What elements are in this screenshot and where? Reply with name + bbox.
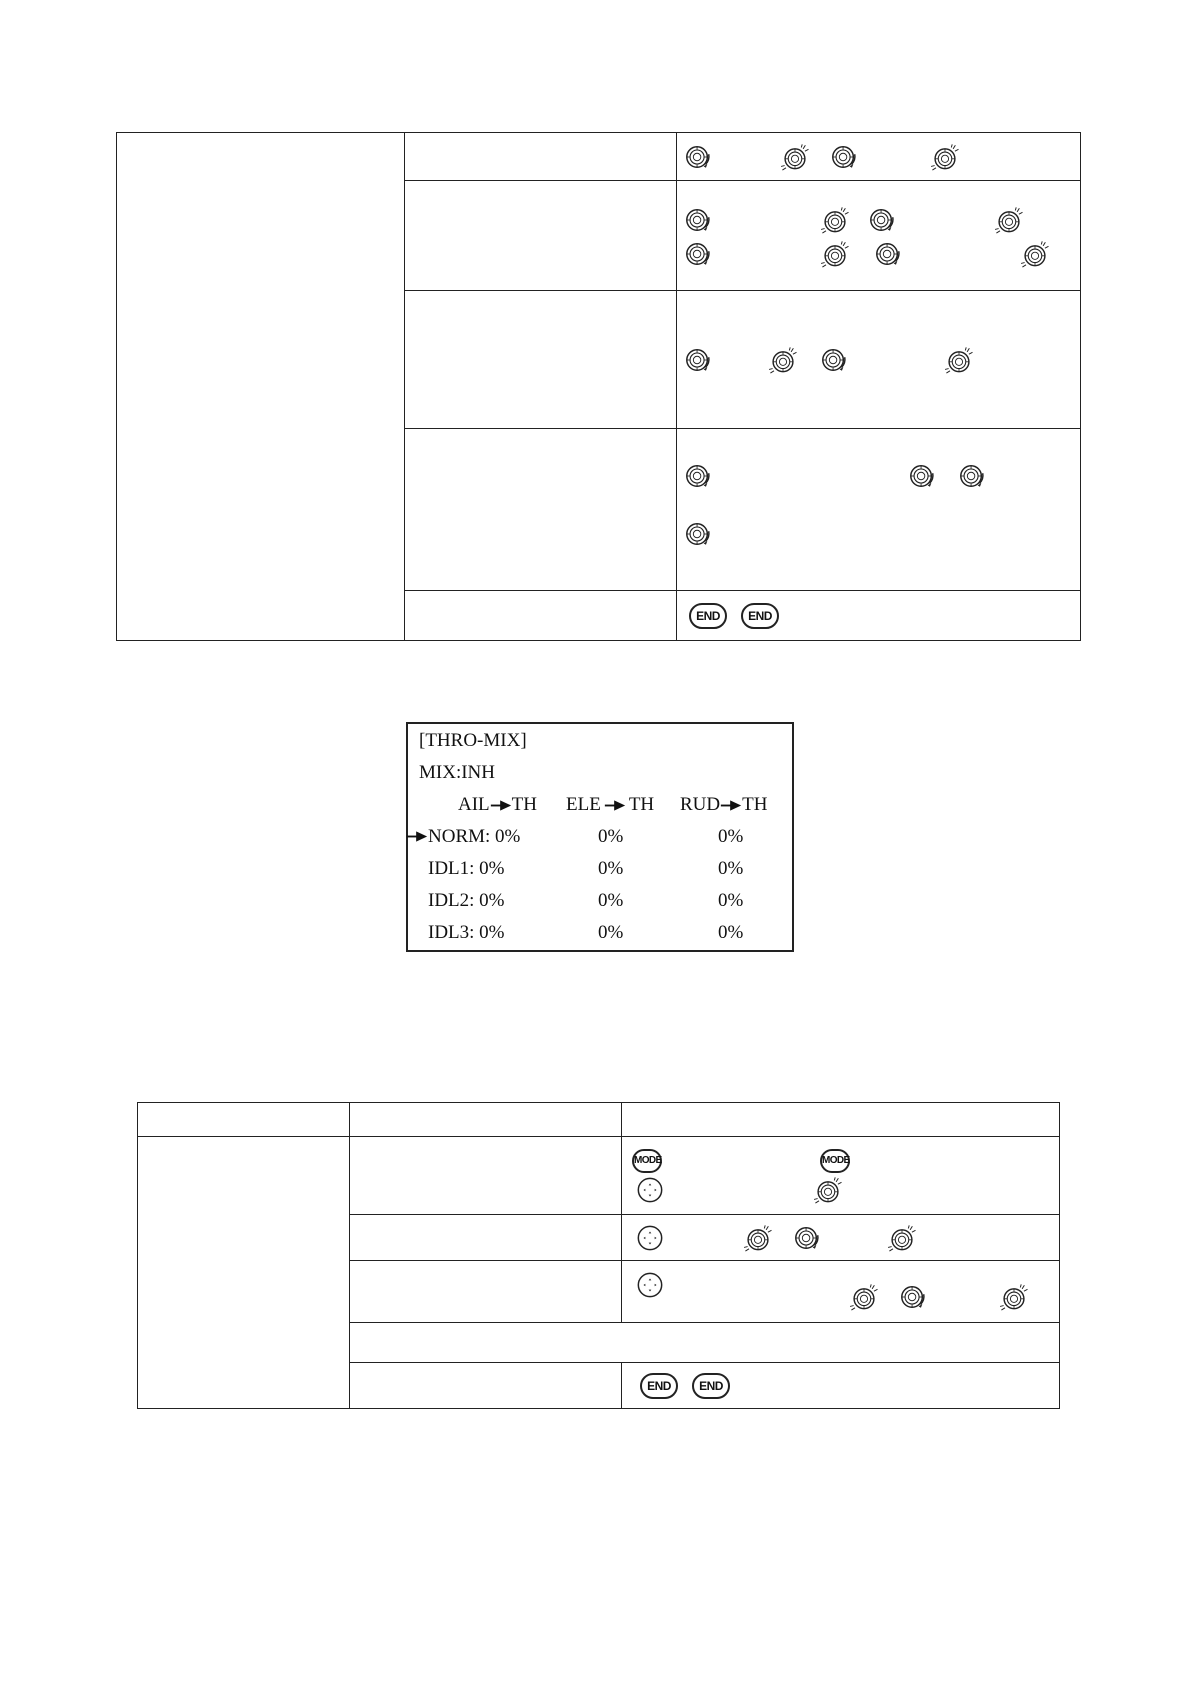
- press-dial-icon: [810, 1176, 846, 1204]
- t1-op-cell-3: [677, 291, 1081, 429]
- rotate-dial-icon: [683, 520, 713, 548]
- rotate-dial-icon: [683, 206, 713, 234]
- t2-op-cell-1: [622, 1137, 1060, 1215]
- t1-step-cell-2: [405, 181, 677, 291]
- lcd-screen: [406, 722, 794, 952]
- t1-function-cell: [117, 133, 405, 641]
- rotate-dial-icon: [829, 143, 859, 171]
- t2-op-cell-3: [622, 1261, 1060, 1323]
- lcd-norm-ele-value: 0%: [598, 826, 624, 847]
- lcd-idl2-rud-value: 0%: [718, 890, 744, 911]
- mode-key-icon: MODE: [632, 1149, 662, 1173]
- lcd-idl1-ele-value: 0%: [598, 858, 624, 879]
- rotate-dial-icon: [819, 346, 849, 374]
- t2-header-function: [138, 1103, 350, 1137]
- lcd-idl2-ele-value: 0%: [598, 890, 624, 911]
- rotate-dial-icon: [683, 143, 713, 171]
- lcd-mix-status: MIX:INH: [419, 762, 495, 783]
- t1-op-cell-1: [677, 133, 1081, 181]
- t2-op-cell-5: [622, 1363, 1060, 1409]
- t1-step-cell-5: [405, 591, 677, 641]
- press-dial-icon: [941, 346, 977, 374]
- t2-note-cell: [350, 1323, 1060, 1363]
- t1-op-cell-4: [677, 429, 1081, 591]
- t2-header-operation: [622, 1103, 1060, 1137]
- press-dial-icon: [991, 206, 1027, 234]
- press-dial-icon: [1017, 240, 1053, 268]
- t1-op-cell-5: [677, 591, 1081, 641]
- lcd-col-rud-th: RUD TH: [680, 794, 768, 815]
- t1-step-cell-3: [405, 291, 677, 429]
- press-dial-icon: [817, 240, 853, 268]
- press-dial-icon: [884, 1224, 920, 1252]
- lcd-row-idl3: IDL3: 0%: [428, 922, 505, 943]
- lcd-row-norm: NORM: 0%: [428, 826, 521, 847]
- rotate-dial-icon: [898, 1283, 928, 1311]
- lcd-idl1-rud-value: 0%: [718, 858, 744, 879]
- press-dial-icon: [777, 143, 813, 171]
- joystick-pad-icon: [636, 1271, 664, 1299]
- t2-op-cell-2: [622, 1215, 1060, 1261]
- t2-step-cell-3: [350, 1261, 622, 1323]
- t2-function-cell: [138, 1137, 350, 1409]
- end-key-icon: END: [741, 603, 779, 629]
- rotate-dial-icon: [683, 240, 713, 268]
- end-key-icon: END: [689, 603, 727, 629]
- end-key-icon: END: [640, 1373, 678, 1399]
- lcd-col-ele-th: ELE TH: [566, 794, 655, 815]
- lcd-norm-rud-value: 0%: [718, 826, 744, 847]
- press-dial-icon: [740, 1224, 776, 1252]
- t2-step-cell-2: [350, 1215, 622, 1261]
- rotate-dial-icon: [683, 462, 713, 490]
- press-dial-icon: [817, 206, 853, 234]
- lcd-col-ail-th: AIL TH: [458, 794, 537, 815]
- joystick-pad-icon: [636, 1224, 664, 1252]
- press-dial-icon: [765, 346, 801, 374]
- t2-step-cell-1: [350, 1137, 622, 1215]
- end-key-icon: END: [692, 1373, 730, 1399]
- rotate-dial-icon: [867, 206, 897, 234]
- rotate-dial-icon: [683, 346, 713, 374]
- t1-step-cell-1: [405, 133, 677, 181]
- rotate-dial-icon: [873, 240, 903, 268]
- lcd-idl3-ele-value: 0%: [598, 922, 624, 943]
- press-dial-icon: [996, 1283, 1032, 1311]
- press-dial-icon: [846, 1283, 882, 1311]
- t1-op-cell-2: [677, 181, 1081, 291]
- lcd-row-idl1: IDL1: 0%: [428, 858, 505, 879]
- lcd-row-idl2: IDL2: 0%: [428, 890, 505, 911]
- instruction-table-2: [137, 1102, 1060, 1409]
- mode-key-icon: MODE: [820, 1149, 850, 1173]
- t2-header-step: [350, 1103, 622, 1137]
- press-dial-icon: [927, 143, 963, 171]
- lcd-title: [THRO-MIX]: [419, 730, 527, 751]
- t1-step-cell-4: [405, 429, 677, 591]
- rotate-dial-icon: [907, 462, 937, 490]
- joystick-pad-icon: [636, 1176, 664, 1204]
- rotate-dial-icon: [792, 1224, 822, 1252]
- rotate-dial-icon: [957, 462, 987, 490]
- t2-step-cell-5: [350, 1363, 622, 1409]
- instruction-table-1: [116, 132, 1081, 641]
- lcd-idl3-rud-value: 0%: [718, 922, 744, 943]
- lcd-cursor-arrow-icon: [406, 830, 428, 843]
